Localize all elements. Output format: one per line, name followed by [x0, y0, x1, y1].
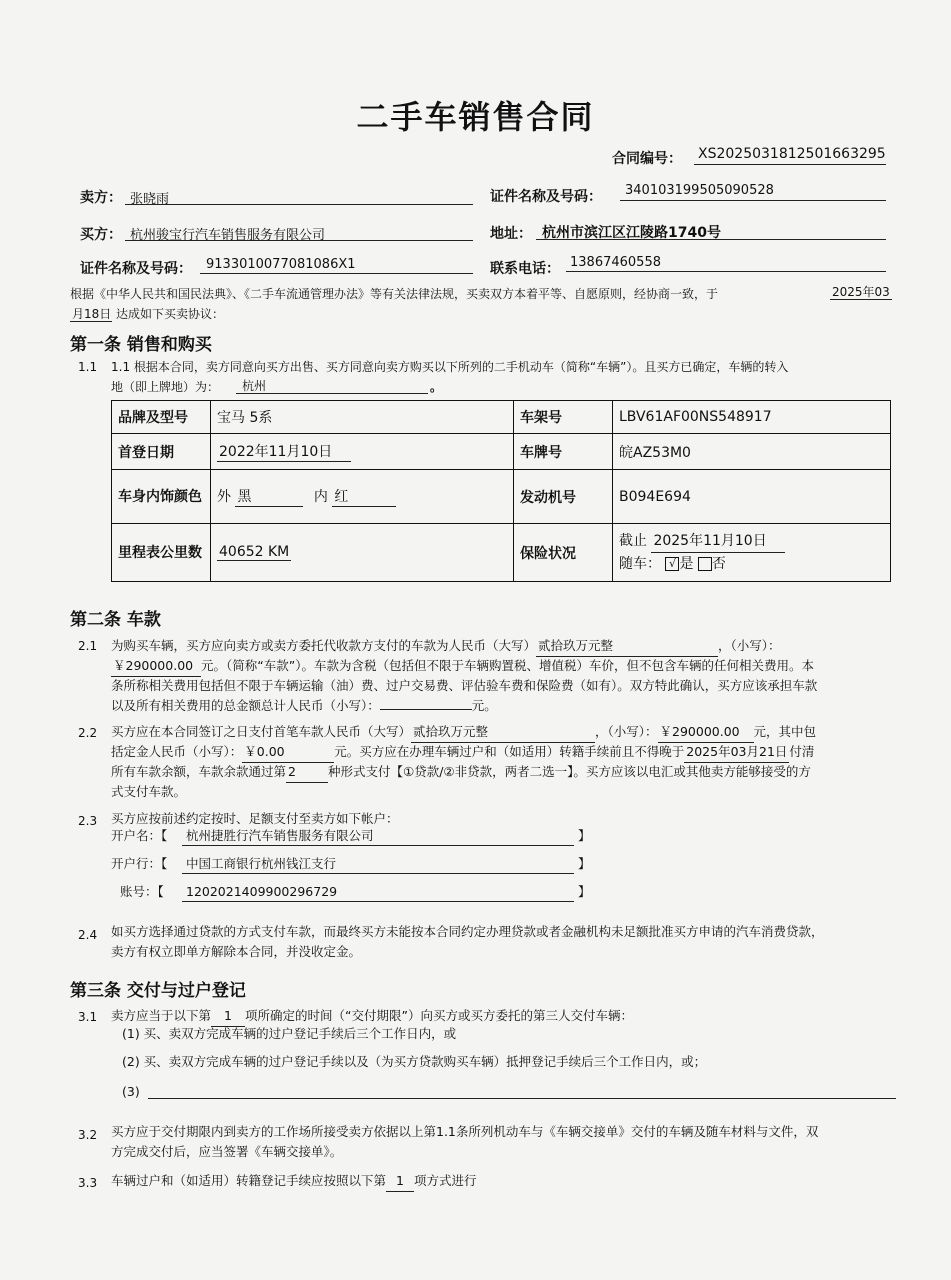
preamble-text: 根据《中华人民共和国民法典》、《二手车流通管理办法》等有关法律法规，买卖双方本着平等、自愿原则，经协商一致，于	[70, 287, 719, 301]
clause-3-2-line-2: 方完成交付后，应当签署《车辆交接单》。	[111, 1144, 343, 1159]
clause-2-1-text-b: ，（小写）：	[718, 638, 781, 653]
buyer-address-value: 杭州市滨江区江陵路1740号	[542, 225, 721, 241]
clause-2-2-text-a: 买方应在本合同签订之日支付首笔车款人民币（大写）	[111, 724, 412, 739]
account-name-close: 】	[578, 828, 591, 843]
payment-due-date: 2025年03月21日	[684, 742, 789, 763]
mileage-value: 40652 KM	[219, 544, 290, 560]
delivery-option-2: (2) 买、卖双方完成车辆的过户登记手续以及（为买方贷款购买车辆）抵押登记手续后三个工作日内，或；	[122, 1054, 707, 1069]
clause-2-2-text-b: ，（小写）：	[595, 724, 658, 739]
clause-1-1-text-2: 地（即上牌地）为：	[111, 380, 220, 394]
clause-3-3-text-a: 车辆过户和（如适用）转籍登记手续应按照以下第	[111, 1173, 387, 1188]
exterior-prefix: 外	[217, 489, 231, 505]
engine-value: B094E694	[613, 470, 891, 524]
bank-close: 】	[578, 856, 591, 871]
clause-2-1-text-a: 为购买车辆，买方应向卖方或卖方委托代收款方支付的车款为人民币（大写）	[111, 638, 537, 653]
plate-label: 车牌号	[514, 434, 613, 470]
interior-prefix: 内	[313, 489, 328, 505]
buyer-phone-label: 联系电话：	[490, 261, 560, 277]
preamble-end: 达成如下买卖协议：	[116, 307, 225, 321]
yes-checkbox[interactable]: √	[665, 557, 679, 571]
account-name-value: 杭州捷胜行汽车销售服务有限公司	[186, 828, 374, 843]
page-title: 二手车销售合同	[356, 98, 595, 136]
clause-3-1-text-a: 卖方应当于以下第	[111, 1008, 212, 1023]
clause-1-1-number: 1.1	[78, 360, 98, 374]
bank-label: 开户行：【	[111, 856, 168, 871]
clause-2-1-line-4	[111, 696, 497, 716]
yes-label: 是	[679, 556, 694, 572]
registration-date-value: 2022年11月10日	[217, 441, 351, 462]
clause-3-1-number: 3.1	[78, 1010, 98, 1024]
with-car-label: 随车：	[619, 556, 661, 572]
contract-no-label: 合同编号：	[612, 151, 682, 167]
section-2-heading: 第二条 车款	[70, 610, 161, 630]
clause-2-2-text-d: 括定金人民币（小写）：	[111, 744, 243, 759]
clause-3-2-number: 3.2	[78, 1128, 98, 1142]
clause-2-1-number: 2.1	[78, 639, 98, 653]
no-label: 否	[711, 556, 726, 572]
vehicle-info-table	[111, 400, 891, 582]
exterior-color: 黑	[235, 486, 303, 507]
seller-id-value: 340103199505090528	[625, 183, 774, 198]
clause-2-3-line-1: 买方应按前述约定按时、足额支付至卖方如下帐户：	[111, 811, 399, 826]
clause-2-2-line-1	[111, 722, 816, 743]
clause-3-3-text-b: 项方式进行	[414, 1173, 477, 1188]
deposit-amount: ￥0.00	[242, 742, 334, 763]
vin-value: LBV61AF00NS548917	[613, 401, 891, 434]
interior-color: 红	[332, 486, 396, 507]
vin-label: 车架号	[514, 401, 613, 434]
delivery-option-3: (3)	[122, 1084, 140, 1099]
clause-2-2-number: 2.2	[78, 726, 98, 740]
delivery-option: 1	[211, 1006, 245, 1027]
buyer-label: 买方：	[80, 227, 122, 243]
seller-label: 卖方：	[80, 190, 122, 206]
transfer-option: 1	[386, 1171, 414, 1192]
clause-2-1-text-e: 元。	[471, 698, 497, 713]
first-payment-upper: 贰拾玖万元整	[411, 722, 595, 743]
clause-2-4-number: 2.4	[78, 928, 98, 942]
plate-value: 皖AZ53M0	[613, 434, 891, 470]
clause-2-2-line-2	[111, 742, 814, 763]
clause-2-2-text-e: 元。买方应在办理车辆过户和（如适用）转籍手续前且不得晚于	[334, 744, 685, 759]
buyer-phone-value: 13867460558	[570, 255, 661, 270]
delivery-option-1: (1) 买、卖双方完成车辆的过户登记手续后三个工作日内，或	[122, 1026, 457, 1041]
insurance-label: 保险状况	[514, 524, 613, 582]
clause-2-1-line-1	[111, 636, 781, 657]
section-3-heading: 第三条 交付与过户登记	[70, 981, 246, 1001]
insurance-until-date: 2025年11月10日	[651, 530, 785, 553]
account-no-value: 1202021409900296729	[186, 884, 338, 899]
buyer-id-label: 证件名称及号码：	[80, 261, 192, 277]
price-upper: 贰拾玖万元整	[536, 636, 718, 657]
color-label: 车身内饰颜色	[112, 470, 211, 524]
first-payment-lower: ￥290000.00	[658, 722, 754, 743]
price-lower: ￥290000.00	[111, 656, 201, 677]
clause-2-2-text-h: 种形式支付【①贷款/②非贷款，两者二选一】。买方应该以电汇或其他卖方能够接受的方	[328, 764, 811, 779]
preamble-date-2: 月18日	[72, 307, 112, 321]
clause-1-1-text: 1.1 根据本合同，卖方同意向买方出售、买方同意向卖方购买以下所列的二手机动车（简称“车辆”）。且买方已确定，车辆的转入	[111, 360, 789, 374]
buyer-id-value: 913301007708108​6X1	[206, 257, 356, 272]
buyer-address-label: 地址：	[490, 226, 532, 242]
clause-3-1-text-b: 项所确定的时间（“交付期限”）向买方或买方委托的第三人交付车辆：	[245, 1008, 633, 1023]
seller-id-label: 证件名称及号码：	[490, 189, 602, 205]
no-checkbox[interactable]	[698, 557, 712, 571]
clause-3-2-line-1: 买方应于交付期限内到卖方的工作场所接受卖方依据以上第1.1条所列机动车与《车辆交接单》交付的车辆及随车材料与文件，双	[111, 1124, 819, 1139]
clause-2-2-line-4: 式支付车款。	[111, 784, 187, 799]
seller-value: 张晓雨	[130, 192, 170, 207]
account-name-label: 开户名：【	[111, 828, 168, 843]
bank-value: 中国工商银行杭州钱江支行	[186, 856, 337, 871]
account-no-close: 】	[578, 884, 591, 899]
brand-value: 宝马 5系	[211, 401, 514, 434]
brand-label: 品牌及型号	[112, 401, 211, 434]
clause-2-4-line-1: 如买方选择通过贷款的方式支付车款，而最终买方未能按本合同约定办理贷款或者金融机构未足额批准买方申请的汽车消费贷款，	[111, 924, 824, 939]
clause-2-3-number: 2.3	[78, 814, 98, 828]
clause-3-3-number: 3.3	[78, 1176, 98, 1190]
engine-label: 发动机号	[514, 470, 613, 524]
payment-method: 2	[286, 762, 328, 783]
insurance-until-label: 截止	[619, 533, 647, 549]
clause-2-1-line-3: 条所称相关费用包括但不限于车辆运输（油）费、过户交易费、评估验车费和保险费（如有）。双方特此确认，买方应该承担车款	[111, 678, 818, 693]
account-no-label: 账号：【	[120, 884, 164, 899]
clause-2-1-line-2	[111, 656, 814, 677]
mileage-label: 里程表公里数	[112, 524, 211, 582]
destination-city: 杭州	[242, 379, 267, 393]
clause-2-1-text-d: 以及所有相关费用的总金额总计人民币（小写）：	[111, 698, 380, 713]
section-1-heading: 第一条 销售和购买	[70, 335, 212, 355]
preamble-date-1: 2025年03	[832, 285, 890, 299]
buyer-value: 杭州骏宝行汽车销售服务有限公司	[130, 228, 326, 243]
clause-2-2-text-f: 付清	[789, 744, 815, 759]
clause-2-2-text-g: 所有车款余额，车款余款通过第	[111, 764, 287, 779]
clause-1-1-end: 。	[430, 380, 443, 394]
registration-date-label: 首登日期	[112, 434, 211, 470]
clause-2-4-line-2: 卖方有权立即单方解除本合同，并没收定金。	[111, 944, 362, 959]
clause-2-2-line-3	[111, 762, 811, 783]
clause-2-2-text-c: 元，其中包	[753, 724, 817, 739]
clause-2-1-text-c: 元。（简称“车款”）。车款为含税（包括但不限于车辆购置税、增值税）车价，但不包含车辆的任何相关费用。本	[201, 658, 814, 673]
clause-3-3-line-1	[111, 1171, 477, 1192]
contract-no-value: XS2025031812501663295	[698, 146, 886, 162]
